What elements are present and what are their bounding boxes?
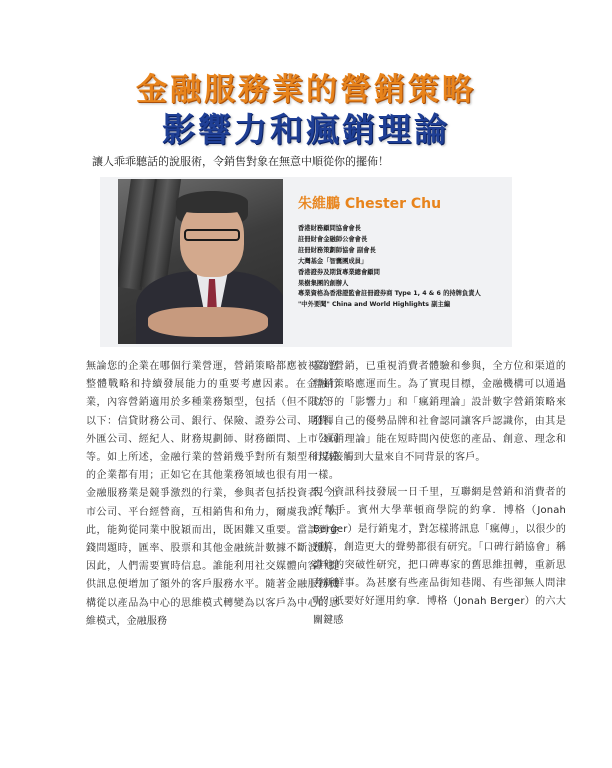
bio-item: "中外要聞" China and World Highlights 副主編	[298, 301, 451, 309]
article-paragraph: 無論您的企業在哪個行業營運，營銷策略都應被視為您整體戰略和持續發展能力的重要考慮因素。在金融行業，內容營銷適用於多種業務類型，包括（但不限於）以下：信貸財務公司、銀行、保險、證券公司、期貨、外匯公司、經紀人、財務規劃師、財務顧問、上市公司等。如上所述，金融行業的營銷幾乎對所有類型和規模的企業都有用；正如它在其他業務領域也很有用一樣。金融服務業是競爭激烈的行業，參與者包括投資者、上市公司、平台經營商，互相銷售和角力，爾虞我詐。因此，能夠從同業中脫穎而出，既困難又重要。當談到金錢問題時，匯率、股票和其他金融統計數據不斷波動，因此，人們需要實時信息。誰能利用社交媒體向客戶提供訊息便增加了額外的客戶服務水平。隨著金融服務機構從以產品為中心的思維模式轉變為以客戶為中心的思維模式，金融服務	[86, 361, 339, 627]
photo-hair-top	[176, 191, 248, 213]
subtitle: 讓人乖乖聽話的說服術，令銷售對象在無意中順從你的擺佈！	[92, 155, 389, 168]
bio-item: 香港證券及期貨專業總會顧問	[298, 268, 380, 276]
author-bio-list	[298, 224, 481, 311]
headline-line-1: 金融服務業的營銷策略	[136, 72, 476, 108]
headline-line-2: 影響力和瘋銷理論	[162, 110, 450, 149]
article-column-right	[313, 358, 566, 630]
bio-item: 註冊財會金融師公會會長	[298, 235, 368, 243]
photo-hands	[148, 307, 268, 337]
bio-item: 專業資格為香港證監會註冊證券商 Type 1, 4 & 6 的持牌負責人	[298, 290, 481, 298]
article-paragraph: 業的營銷，已重視消費者體驗和參與，全方位和渠道的營銷策略應運而生。為了實現目標，金融機構可以通過以下的「影響力」和「瘋銷理論」設計數字營銷策略來發揮自己的優勢品牌和社會認同讓客戶認識你，由其是「瘋銷理論」能在短時間內使您的產品、創意、理念和行為接觸到大量來自不同背景的客戶。	[313, 361, 566, 464]
photo-glasses	[184, 229, 240, 241]
author-photo	[118, 179, 283, 344]
bio-item: 註冊財務策劃師協會 副會長	[298, 246, 376, 254]
author-name: 朱維鵬 Chester Chu	[298, 196, 442, 212]
bio-item: 香港財務顧問協會會長	[298, 225, 361, 232]
article-paragraph: 現今資訊科技發展一日千里，互聯網是營銷和消費者的好幫手。賓州大學華頓商學院的約拿．博格（Jonah Berger）是行銷鬼才，對怎樣將訊息「瘋傳」，以很少的預算，創造更大的聲勢都很有研究。「口碑行銷協會」稱讚他的突破性研究，把口碑專家的舊思維扭轉，重新思考新鮮事。為甚麼有些產品街知巷聞、有些卻無人問津呢？祇要好好運用約拿．博格（Jonah Berger）的六大關鍵感	[313, 487, 566, 626]
bio-item: 大灣基金「智囊團成員」	[298, 257, 368, 265]
bio-item: 果樹集團的創辦人	[298, 279, 349, 287]
article-column-left	[86, 358, 339, 631]
